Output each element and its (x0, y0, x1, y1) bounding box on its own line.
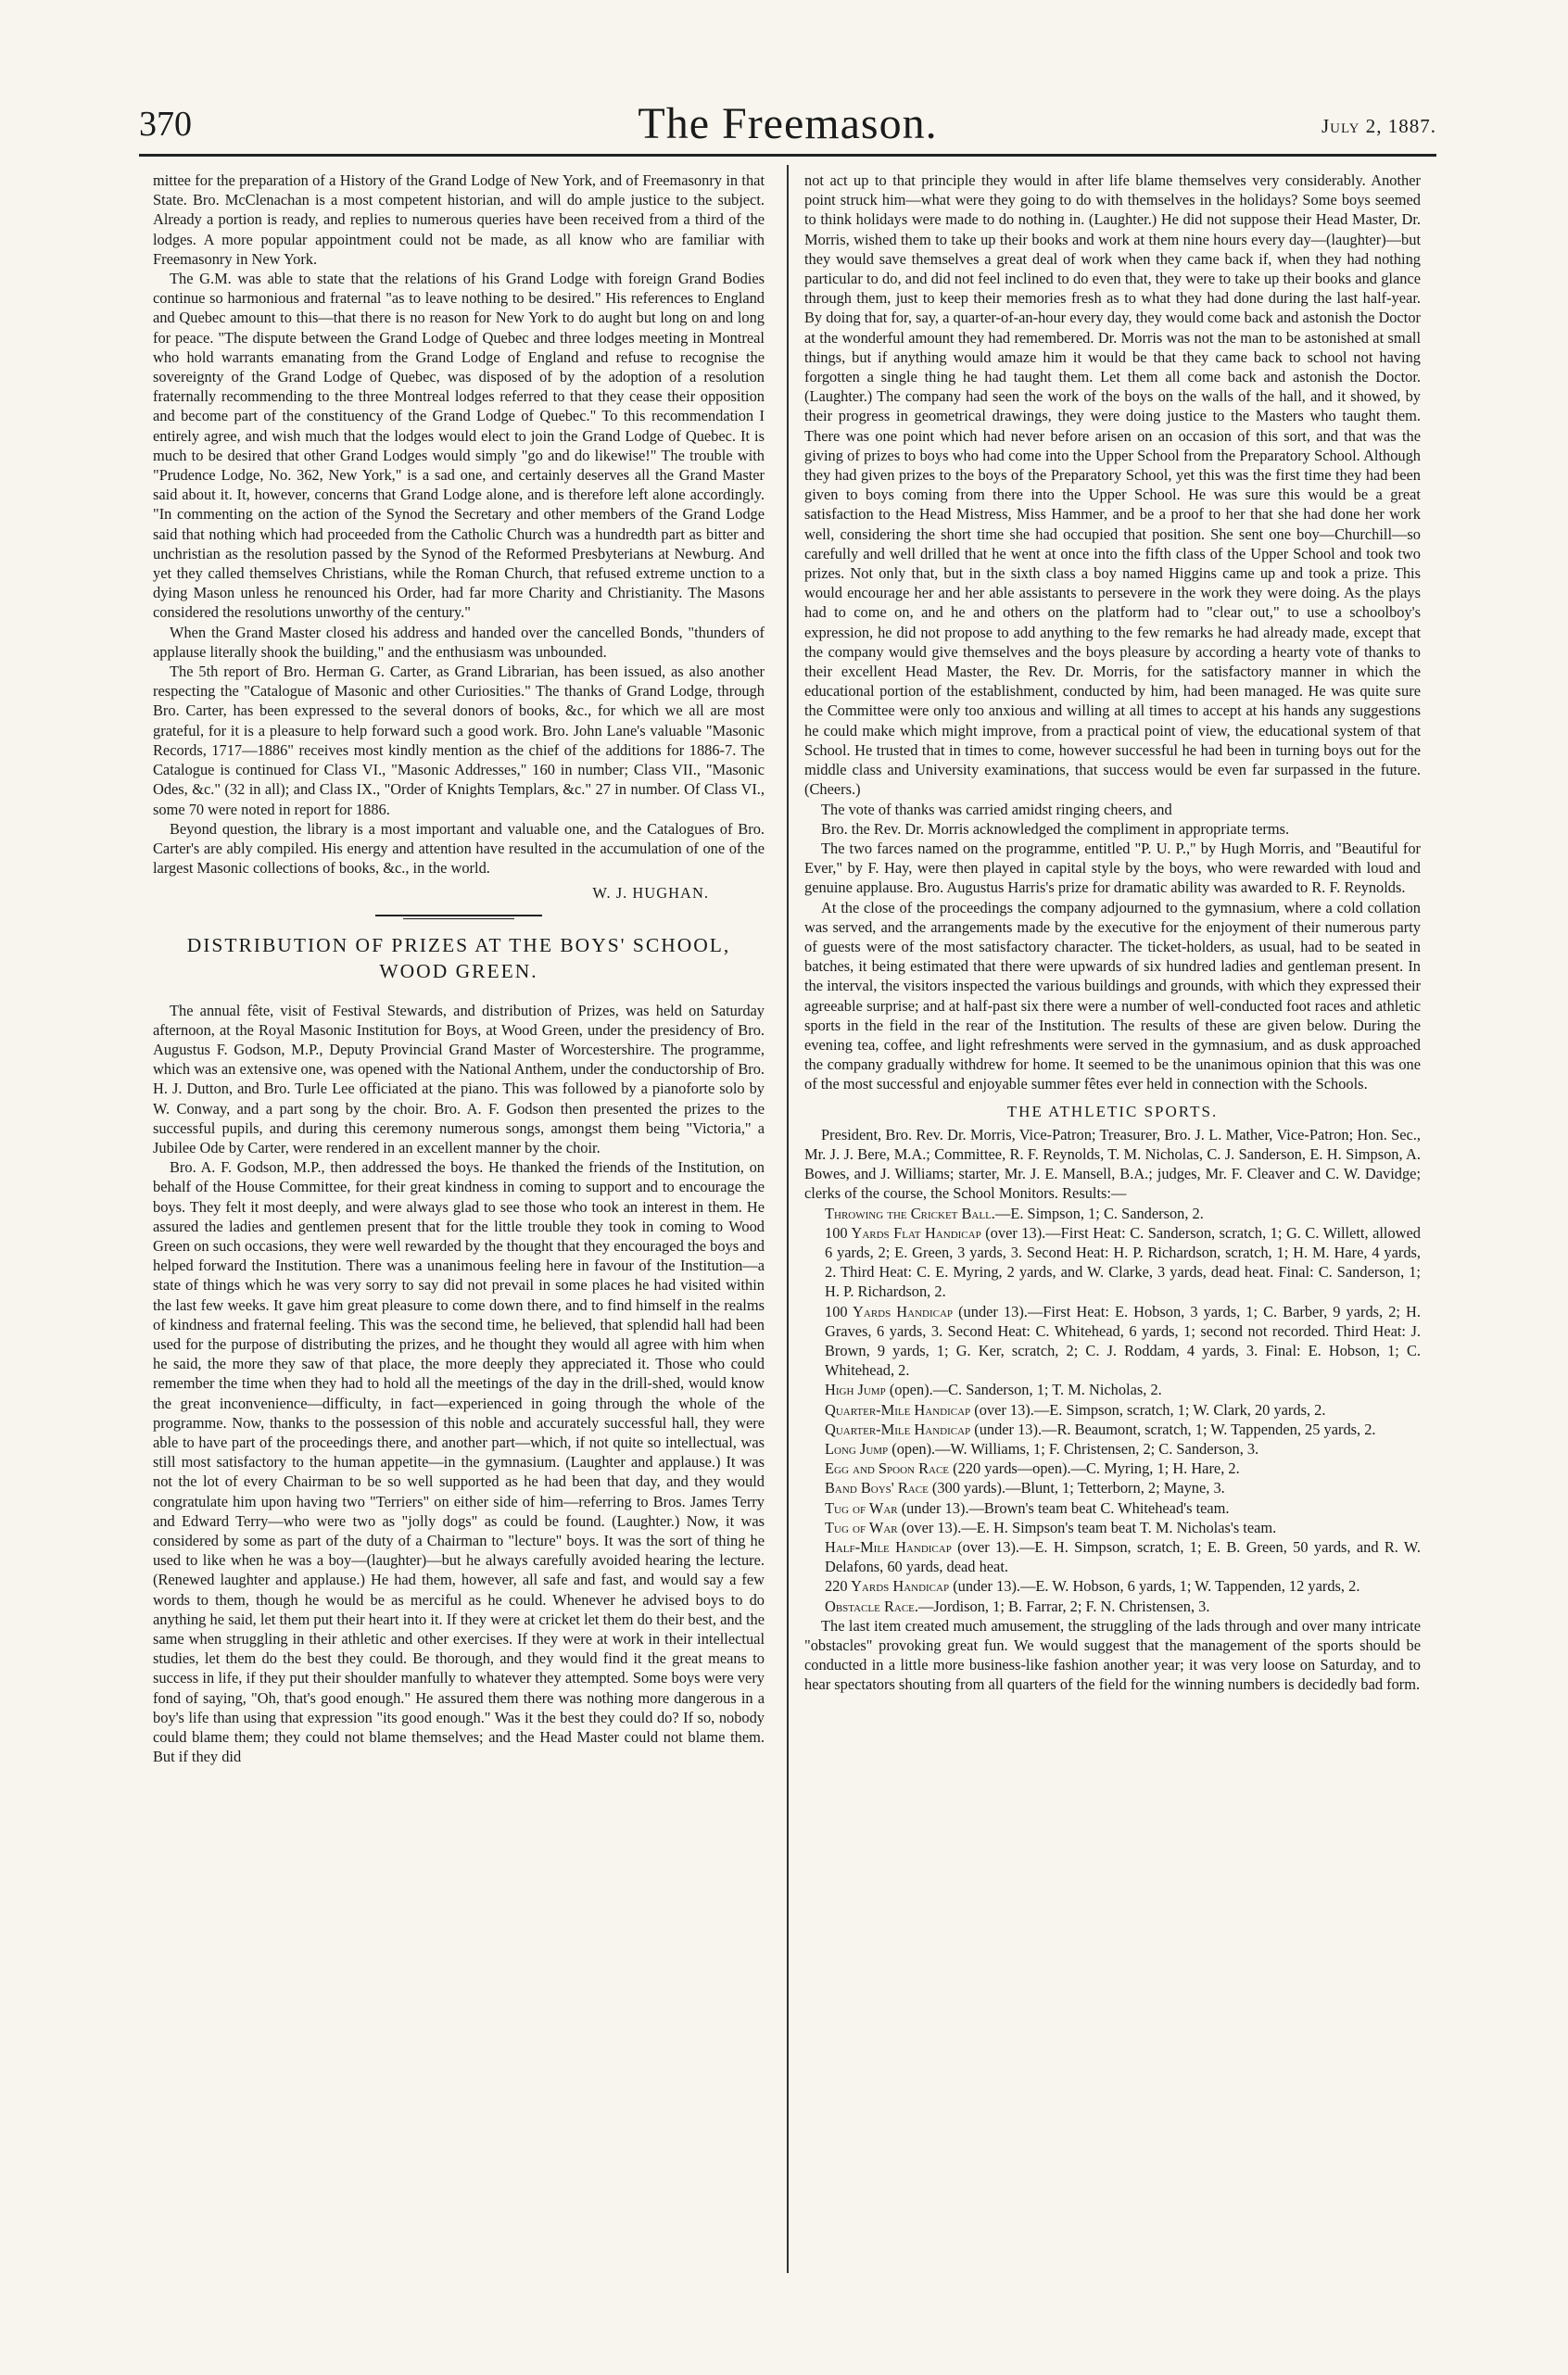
event-name: High Jump (825, 1381, 886, 1399)
result-entry (804, 1576, 1421, 1596)
paragraph: The vote of thanks was carried amidst ringing cheers, and (821, 800, 1172, 818)
paragraph: Bro. A. F. Godson, M.P., then addressed the boys. He thanked the friends of the Institution, on behalf of the House Committee, for their great kindness in coming to support and to encourage the boys. They felt it most deeply, and were always glad to see those who took an interest in them. He assured the ladies and gentlemen present that for the little trouble they took in coming to Wood Green on such occasions, they were well rewarded by the thought that they encouraged the boys and helped forward the Institution. There was a unanimous feeling here in favour of the Institution—a state of things which he was very sorry to say did not prevail in some places he had visited within the last few weeks. It gave him great pleasure to come down there, and to find himself in the realms of kindness and fraternal feeling. This was the second time, he believed, that splendid hall had been used for the purpose of distributing the prizes, and he thought they would all agree with him when he said, the more they saw of that place, the more deeply they appreciated it. Those who could remember the time when they had to hold all the meetings of the day in the drill-shed, would know the great inconvenience—difficulty, in fact—experienced in going through the whole of the programme. Now, thanks to the possession of this noble and accurately successful hall, they were able to have part of the proceedings there, and another part—which, if not quite so intellectual, was still most satisfactory to the human appetite—in the gymnasium. (Laughter and applause.) It was not the lot of every Chairman to be so well supported as he had been that day, and they would congratulate him upon having two "Terriers" on either side of him—referring to Bros. James Terry and Edward Terry—who were two as "jolly dogs" as could be found. (Laughter.) Now, it was considered by some as part of the duty of a Chairman to "lecture" boys. It was the sort of thing he used to like when he was a boy—(laughter)—but he always carefully avoided hearing the lecture. (Renewed laughter and applause.) He had them, however, all safe and fast, and would say a few words to them, though he would be as merciful as he could. Whenever he advised boys to do anything he said, let them put their heart into it. If they were at cricket let them do their best, and the same when struggling in their athletic and other exercises. If they were at work in their intellectual studies, let them do the best they could. Be thorough, and they would find it the great means to success in life, if they put their shoulder manfully to whatever they attempted. Some boys were very fond of saying, "Oh, that's good enough." He assured them there was nothing more dangerous in a boy's life than using that expression "its good enough." Was it the best they could do? If so, nobody could blame them; they could not blame themselves; and the Head Master could not blame them. But if they did (153, 1158, 765, 1766)
page-number: 370 (139, 105, 192, 144)
event-result: (over 13).—E. Simpson, scratch, 1; W. Clark, 20 yards, 2. (970, 1400, 1326, 1419)
result-entry (804, 1459, 1421, 1478)
result-entry (804, 1223, 1421, 1302)
closing-paragraph: The last item created much amusement, the struggling of the lads through and over many intricate "obstacles" provoking great fun. We would suggest that the management of the sports should be conducted in a little more business-like fashion another year; it was very loose on Saturday, and to hear spectators shouting from all quarters of the field for the winning numbers is decidedly bad form. (804, 1616, 1421, 1694)
event-name: 220 Yards Handicap (825, 1577, 950, 1596)
section-separator (375, 915, 542, 919)
event-name: Throwing the Cricket Ball. (825, 1204, 995, 1222)
header-rule (139, 154, 1436, 157)
result-entry (804, 1420, 1421, 1439)
event-result: —E. Simpson, 1; C. Sanderson, 2. (994, 1204, 1204, 1222)
result-entry (804, 1597, 1421, 1616)
result-entry (804, 1439, 1421, 1459)
paragraph: The G.M. was able to state that the relations of his Grand Lodge with foreign Grand Bodies continue so harmonious and fraternal "as to leave nothing to be desired." His references to England and Quebec amount to this—that there is no reason for New York to do aught but long on and long for peace. "The dispute between the Grand Lodge of Quebec and three lodges meeting in Montreal who hold warrants emanating from the Grand Lodge of England and refuse to recognise the sovereignty of the Grand Lodge of Quebec, was disposed of by the adoption of a resolution fraternally recommending to the three Montreal lodges referred to that they cease their opposition and become part of the constituency of the Grand Lodge of Quebec." To this recommendation I entirely agree, and wish much that the lodges would elect to join the Grand Lodge of Quebec. It is much to be desired that other Grand Lodges would simply "go and do likewise!" The trouble with "Prudence Lodge, No. 362, New York," is a sad one, and certainly deserves all the Grand Master said about it. It, however, concerns that Grand Lodge alone, and is therefore left alone accordingly. "In commenting on the action of the Synod the Secretary and other members of the Grand Lodge said that nothing which had proceeded from the Catholic Church was a hundredth part as bitter and unchristian as the resolution passed by the Synod of the Reformed Presbyterians at Newburg. And yet they called themselves Christians, while the Roman Church, that refused extreme unction to a dying Mason unless he renounced his Order, had far more Charity and Christianity. The Masons considered the resolutions unworthy of the century." (153, 270, 765, 622)
result-entry (804, 1498, 1421, 1518)
paragraph: Beyond question, the library is a most important and valuable one, and the Catalogues of Bro. Carter's are ably compiled. His energy and attention have resulted in the accumulation of one of the largest Masonic collections of books, &c., in the world. (153, 819, 765, 878)
event-name: 100 Yards Flat Handicap (825, 1223, 981, 1242)
event-name: Egg and Spoon Race (825, 1459, 950, 1478)
event-result: (under 13).—First Heat: E. Hobson, 3 yards, 1; C. Barber, 9 yards, 2; H. Graves, 6 yards, 3. Second Heat: C. Whitehead, 6 yards, 1; second not recorded. Third Heat: J. Brown, 9 yards, 1; G. Ker, scratch, 2; C. J. Roddam, 4 yards, 3. Final: E. Hobson, 1; C. Whitehead, 2. (825, 1302, 1421, 1380)
event-name: Tug of War (825, 1518, 898, 1536)
event-result: (under 13).—Brown's team beat C. Whitehead's team. (897, 1498, 1230, 1517)
masthead (139, 99, 1436, 150)
event-name: Quarter-Mile Handicap (825, 1400, 971, 1419)
paragraph: When the Grand Master closed his address and handed over the cancelled Bonds, "thunders of applause literally shook the building," and the enthusiasm was unbounded. (153, 623, 765, 661)
result-entry (804, 1302, 1421, 1381)
paragraph: Bro. the Rev. Dr. Morris acknowledged the compliment in appropriate terms. (821, 819, 1290, 838)
event-result: (open).—C. Sanderson, 1; T. M. Nicholas, 2. (885, 1381, 1162, 1399)
event-result: (over 13).—E. H. Simpson, scratch, 1; E. B. Green, 50 yards, and R. W. Delafons, 60 yards, dead heat. (825, 1538, 1421, 1576)
author-signature: W. J. HUGHAN. (592, 884, 709, 903)
results-list (804, 1204, 1421, 1616)
column-divider (787, 165, 789, 2273)
event-result: (under 13).—E. W. Hobson, 6 yards, 1; W. Tappenden, 12 yards, 2. (949, 1577, 1360, 1596)
left-column (153, 171, 765, 1766)
event-result: (over 13).—First Heat: C. Sanderson, scratch, 1; G. C. Willett, allowed 6 yards, 2; E. Green, 3 yards, 3. Second Heat: H. P. Richardson, scratch, 1; H. M. Hare, 4 yards, 2. Third Heat: C. E. Myring, 2 yards, and W. Clarke, 3 yards, dead heat. Final: C. Sanderson, 1; H. P. Richardson, 2. (825, 1223, 1421, 1301)
paragraph: At the close of the proceedings the company adjourned to the gymnasium, where a cold collation was served, and the arrangements made by the executive for the enjoyment of their numerous party of guests were of the most satisfactory character. The ticket-holders, as usual, had to be seated in batches, it being estimated that there were upwards of six hundred ladies and gentleman present. In the interval, the visitors inspected the various buildings and grounds, with which they expressed their agreeable surprise; and at half-past six there were a number of well-conducted foot races and athletic sports in the field in the rear of the Institution. The results of these are given below. During the evening tea, coffee, and light refreshments were served in the gymnasium, and as dusk approached the company gradually withdrew for home. It seemed to be the unanimous opinion that this was one of the most successful and enjoyable summer fêtes ever held in connection with the Schools. (804, 898, 1421, 1093)
event-name: Tug of War (825, 1498, 898, 1517)
article-heading: DISTRIBUTION OF PRIZES AT THE BOYS' SCHOOL, WOOD GREEN. (186, 933, 731, 982)
event-name: Obstacle Race. (825, 1597, 918, 1615)
sports-heading: THE ATHLETIC SPORTS. (1006, 1102, 1219, 1120)
result-entry (804, 1537, 1421, 1576)
paragraph: The 5th report of Bro. Herman G. Carter, as Grand Librarian, has been issued, as also another respecting the "Catalogue of Masonic and other Curiosities." The thanks of Grand Lodge, through Bro. Carter, has been expressed to the several donors of books, &c., for which we all are most grateful, for it is a pleasure to help forward such a good work. Bro. John Lane's valuable "Masonic Records, 1717—1886" receives most kindly mention as the chief of the additions for 1886-7. The Catalogue is continued for Class VI., "Masonic Addresses," 160 in number; Class VII., "Masonic Odes, &c." (32 in all); and Class IX., "Order of Knights Templars, &c." 27 in number. Of Class VI., some 70 were noted in report for 1886. (153, 663, 765, 818)
event-name: Half-Mile Handicap (825, 1538, 952, 1557)
right-column (804, 171, 1421, 1695)
event-result: —Jordison, 1; B. Farrar, 2; F. N. Christensen, 3. (917, 1597, 1210, 1615)
event-result: (220 yards—open).—C. Myring, 1; H. Hare, 2. (949, 1459, 1240, 1478)
officials-paragraph: President, Bro. Rev. Dr. Morris, Vice-Patron; Treasurer, Bro. J. L. Mather, Vice-Patron; Hon. Sec., Mr. J. J. Bere, M.A.; Committee, R. F. Reynolds, T. M. Nicholas, C. J. Sanderson, E. H. Simpson, A. Bowes, and J. Williams; starter, Mr. J. E. Mansell, B.A.; judges, Mr. F. Cleaver and C. W. Davidge; clerks of the course, the School Monitors. Results:— (804, 1125, 1421, 1203)
result-entry (804, 1478, 1421, 1497)
event-result: (over 13).—E. H. Simpson's team beat T. M. Nicholas's team. (897, 1518, 1277, 1536)
paragraph: mittee for the preparation of a History of the Grand Lodge of New York, and of Freemasonry in that State. Bro. McClenachan is a most competent historian, and will do ample justice to the subject. Already a portion is ready, and replies to numerous queries have been received from a third of the lodges. A more popular appointment could not be made, as all know who are familiar with Freemasonry in New York. (153, 171, 765, 268)
event-name: Long Jump (825, 1440, 889, 1458)
paragraph: not act up to that principle they would in after life blame themselves very considerably. Another point struck him—what were they going to do with themselves in the holidays? Some boys seemed to think holidays were made to do nothing in. (Laughter.) He did not suppose their Head Master, Dr. Morris, wished them to take up their books and work at them nine hours every day—(laughter)—but they would save themselves a great deal of work when they came back if, when they had nothing particular to do, and did not feel inclined to do even that, they were to take up their books and glance through them, just to keep their memories fresh as to what they had done during the last half-year. By doing that for, say, a quarter-of-an-hour every day, they would come back and astonish the Doctor at the wonderful amount they had remembered. Dr. Morris was not the man to be astonished at small things, but if anything would amaze him it would be that they came back to school not having forgotten a single thing he had taught them. Let them all come back and astonish the Doctor. (Laughter.) The company had seen the work of the boys on the walls of the hall, and it showed, by their progress in geometrical drawings, they were doing justice to the Masters who taught them. There was one point which had never before arisen on an occasion of this sort, and that was the giving of prizes to boys who had come into the Upper School from the Preparatory School. Although they had given prizes to the boys of the Preparatory School, yet this was the first time they had been given to boys coming from there into the Upper School. He was sure this would be a great satisfaction to the Head Mistress, Miss Hammer, and be a proof to her that she had done her work well, considering the short time she had occupied that position. She sent one boy—Churchill—so carefully and well drilled that he went at once into the fifth class of the Upper School and took two prizes. Not only that, but in the sixth class a boy named Higgins came up and took a prize. This would encourage her and her able assistants to persevere in the work they were doing. As the plays had to come on, and he and others on the platform had to "clear out," to use a schoolboy's expression, he did not propose to add anything to the few remarks he had already made, except that the company would give themselves and the boys pleasure by according a hearty vote of thanks to their excellent Head Master, the Rev. Dr. Morris, for the satisfactory manner in which the educational portion of the establishment, conducted by him, had been managed. He was quite sure the Committee were only too anxious and willing at all times to accept at his hands any suggestions he could make which might improve, from a practical point of view, the educational system of that School. He trusted that in times to come, however successful he had been in turning boys out for the middle class and University examinations, that success would be even far surpassed in the future. (Cheers.) (804, 171, 1421, 799)
page-title: The Freemason. (638, 99, 938, 148)
event-result: (open).—W. Williams, 1; F. Christensen, 2; C. Sanderson, 3. (888, 1440, 1259, 1458)
paragraph: The two farces named on the programme, entitled "P. U. P.," by Hugh Morris, and "Beautiful for Ever," by F. Hay, were then played in capital style by the boys, who were rewarded with loud and genuine applause. Bro. Augustus Harris's prize for dramatic ability was awarded to R. F. Reynolds. (804, 839, 1421, 897)
event-name: Band Boys' Race (825, 1479, 929, 1497)
paragraph: The annual fête, visit of Festival Stewards, and distribution of Prizes, was held on Saturday afternoon, at the Royal Masonic Institution for Boys, at Wood Green, under the presidency of Bro. Augustus F. Godson, M.P., Deputy Provincial Grand Master of Worcestershire. The programme, which was an extensive one, was opened with the National Anthem, under the conductorship of Bro. H. J. Dutton, and Bro. Turle Lee officiated at the piano. This was followed by a pianoforte solo by W. Conway, and a part song by the choir. Bro. A. F. Godson then presented the prizes to the successful pupils, and during this ceremony numerous songs, amongst them being "Victoria," a Jubilee Ode by Carter, were rendered in an excellent manner by the choir. (153, 1001, 765, 1156)
result-entry (804, 1204, 1421, 1223)
event-result: (under 13).—R. Beaumont, scratch, 1; W. Tappenden, 25 yards, 2. (970, 1420, 1376, 1438)
result-entry (804, 1380, 1421, 1399)
result-entry (804, 1400, 1421, 1420)
event-result: (300 yards).—Blunt, 1; Tetterborn, 2; Mayne, 3. (928, 1479, 1225, 1497)
event-name: Quarter-Mile Handicap (825, 1420, 971, 1438)
issue-date: July 2, 1887. (1321, 115, 1436, 137)
result-entry (804, 1518, 1421, 1537)
event-name: 100 Yards Handicap (825, 1302, 954, 1320)
